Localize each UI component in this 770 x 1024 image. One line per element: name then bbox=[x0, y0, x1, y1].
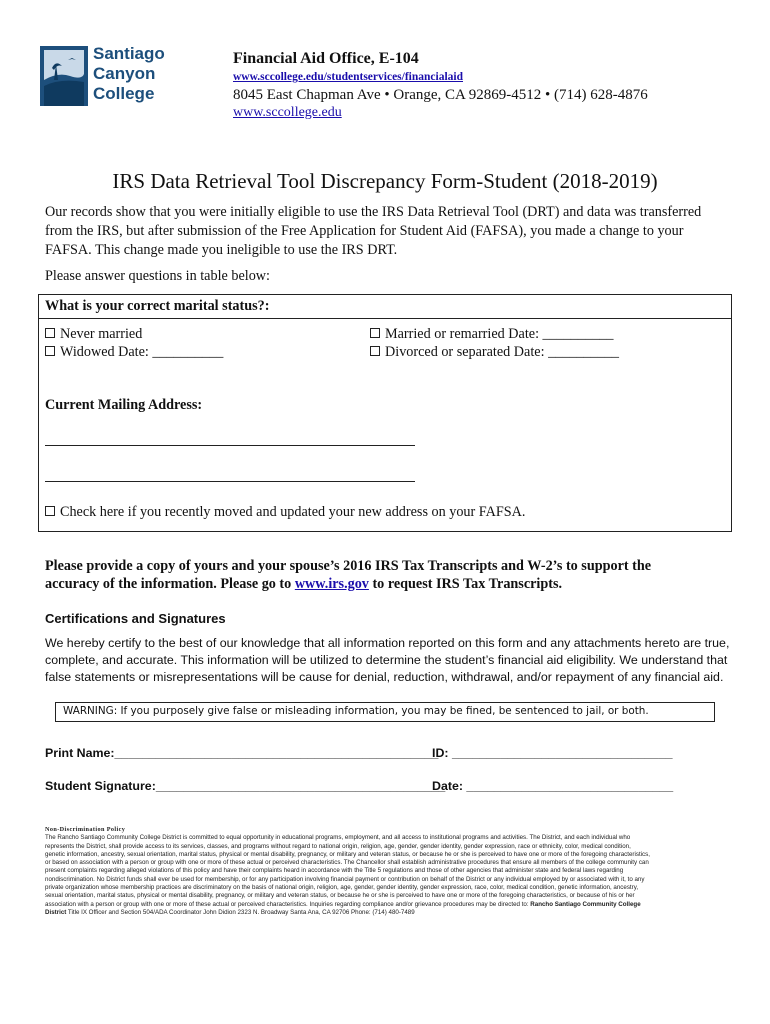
policy-line bbox=[45, 901, 735, 909]
policy-heading: Non-Discrimination Policy bbox=[45, 826, 126, 833]
intro-paragraph: Our records show that you were initially eligible to use the IRS Data Retrieval Tool (DRT) and data was transferred from the IRS, but after submission of the Free Application for Student Aid (FAFSA), you made a change to your FAFSA. This change made you ineligible to use the IRS DRT. bbox=[45, 204, 702, 258]
warning-text: WARNING: If you purposely give false or misleading information, you may be fined, be sentenced to jail, or both. bbox=[63, 705, 649, 717]
student-id-field[interactable]: ID: ________________________________ bbox=[432, 746, 673, 760]
policy-line-9-bold: Rancho Santiago Community College bbox=[530, 900, 641, 908]
policy-line-9: association with a person or group with one or more of these actual or perceived characteristics. Inquiries regarding compliance and/or grievance procedures may be directed to: bbox=[45, 900, 531, 908]
office-address: 8045 East Chapman Ave • Orange, CA 92869-4512 • (714) 628-4876 bbox=[233, 87, 648, 103]
never-married-label: Never married bbox=[60, 326, 143, 342]
policy-line bbox=[45, 909, 735, 917]
form-title: IRS Data Retrieval Tool Discrepancy Form-Student (2018-2019) bbox=[112, 169, 658, 193]
transcripts-text-a: accuracy of the information. Please go to bbox=[45, 576, 295, 592]
logo-line: Canyon bbox=[93, 64, 156, 83]
logo-line: College bbox=[93, 84, 155, 103]
certifications-body: We hereby certify to the best of our knowledge that all information reported on this form and any attachments hereto are true, complete, and accurate. This information will be utilized to determine the student’s financial aid eligibility. We understand that false statements or misrepresentations will be cause for denial, reduction, withdrawal, and/or repayment of any financial aid. bbox=[45, 636, 730, 684]
divorced-checkbox[interactable] bbox=[370, 346, 380, 356]
option-widowed[interactable] bbox=[45, 344, 223, 361]
policy-line: private organization whose membership practices are discriminatory on the basis of national origin, religion, age, gender, gender identity, gender expression, race, color, medical condition, genetic information, ancestry, bbox=[45, 884, 639, 892]
moved-label: Check here if you recently moved and updated your new address on your FAFSA. bbox=[60, 504, 526, 520]
mailing-address-label: Current Mailing Address: bbox=[45, 397, 203, 413]
student-signature-field[interactable]: Student Signature:__________________________________________ bbox=[45, 779, 446, 793]
married-checkbox[interactable] bbox=[370, 328, 380, 338]
office-name: Financial Aid Office, E-104 bbox=[233, 50, 419, 67]
address-line-1[interactable] bbox=[45, 445, 415, 446]
transcripts-line-1: Please provide a copy of yours and your spouse’s 2016 IRS Tax Transcripts and W-2’s to support the bbox=[45, 558, 652, 574]
non-discrimination-policy bbox=[45, 826, 735, 917]
policy-line: represents the District, shall provide access to its services, classes, and programs without regard to national origin, religion, age, gender, gender identity, gender expression, race or ethnicity, color, medical condition, bbox=[45, 842, 631, 850]
policy-line: The Rancho Santiago Community College District is committed to equal opportunity in educational programs, employment, and all access to institutional programs and activities. The District, and each individual who bbox=[45, 834, 631, 842]
table-divider bbox=[38, 318, 732, 319]
policy-line-10: Title IX Officer and Section 504/ADA Coordinator John Didion 2323 N. Broadway Santa Ana, CA 92706 Phone: (714) 480-7489 bbox=[66, 908, 415, 916]
logo-mark-icon bbox=[40, 46, 88, 108]
divorced-label: Divorced or separated Date: __________ bbox=[385, 344, 620, 360]
option-married[interactable] bbox=[370, 326, 614, 343]
widowed-label: Widowed Date: __________ bbox=[60, 344, 224, 360]
logo-line: Santiago bbox=[93, 44, 165, 63]
policy-line: genetic information, ancestry, sexual orientation, marital status, physical or mental disability, pregnancy, or military and veteran status, or because he or she is perceived to have one or more of the foregoing characteristics, bbox=[45, 850, 650, 858]
irs-link[interactable]: www.irs.gov bbox=[294, 576, 369, 592]
policy-line: nondiscrimination. No District funds shall ever be used for membership, or for any participation involving financial payment or contribution on behalf of the District or any individual employed by or associated with it, to any bbox=[45, 875, 645, 883]
policy-line-10-bold: District bbox=[45, 908, 67, 916]
widowed-checkbox[interactable] bbox=[45, 346, 55, 356]
option-divorced[interactable] bbox=[370, 344, 619, 361]
transcripts-text-b: to request IRS Tax Transcripts. bbox=[368, 576, 563, 592]
moved-checkbox[interactable] bbox=[45, 506, 55, 516]
marital-status-question: What is your correct marital status?: bbox=[45, 298, 270, 314]
policy-line: or based on association with a person or group with one or more of these actual or perceived characteristics. The Chancellor shall establish administrative procedures that ensure all members of the college community can bbox=[45, 859, 649, 867]
certifications-heading: Certifications and Signatures bbox=[45, 611, 226, 626]
moved-checkbox-row[interactable] bbox=[45, 504, 525, 521]
transcripts-notice bbox=[45, 557, 735, 593]
option-never-married[interactable] bbox=[45, 326, 142, 343]
policy-line: present complaints regarding alleged violations of this policy and have their complaints heard in accordance with the Title 5 regulations and those of other agencies that administer state and federal laws regarding bbox=[45, 867, 624, 875]
table-instructions: Please answer questions in table below: bbox=[45, 268, 270, 284]
married-label: Married or remarried Date: __________ bbox=[385, 326, 614, 342]
address-line-2[interactable] bbox=[45, 481, 415, 482]
office-url-link[interactable]: www.sccollege.edu/studentservices/financialaid bbox=[233, 71, 463, 83]
never-married-checkbox[interactable] bbox=[45, 328, 55, 338]
site-url-link[interactable]: www.sccollege.edu bbox=[233, 105, 342, 120]
transcripts-line-2 bbox=[45, 575, 735, 593]
print-name-field[interactable]: Print Name:_______________________________________________ bbox=[45, 746, 439, 760]
date-field[interactable]: Date: ______________________________ bbox=[432, 779, 674, 793]
policy-line: sexual orientation, marital status, physical or mental disability, pregnancy, or military and veteran status, or because he or she is perceived to have one or more of the foregoing characteristics, or because of his or her bbox=[45, 892, 635, 900]
logo-wordmark bbox=[93, 44, 165, 104]
